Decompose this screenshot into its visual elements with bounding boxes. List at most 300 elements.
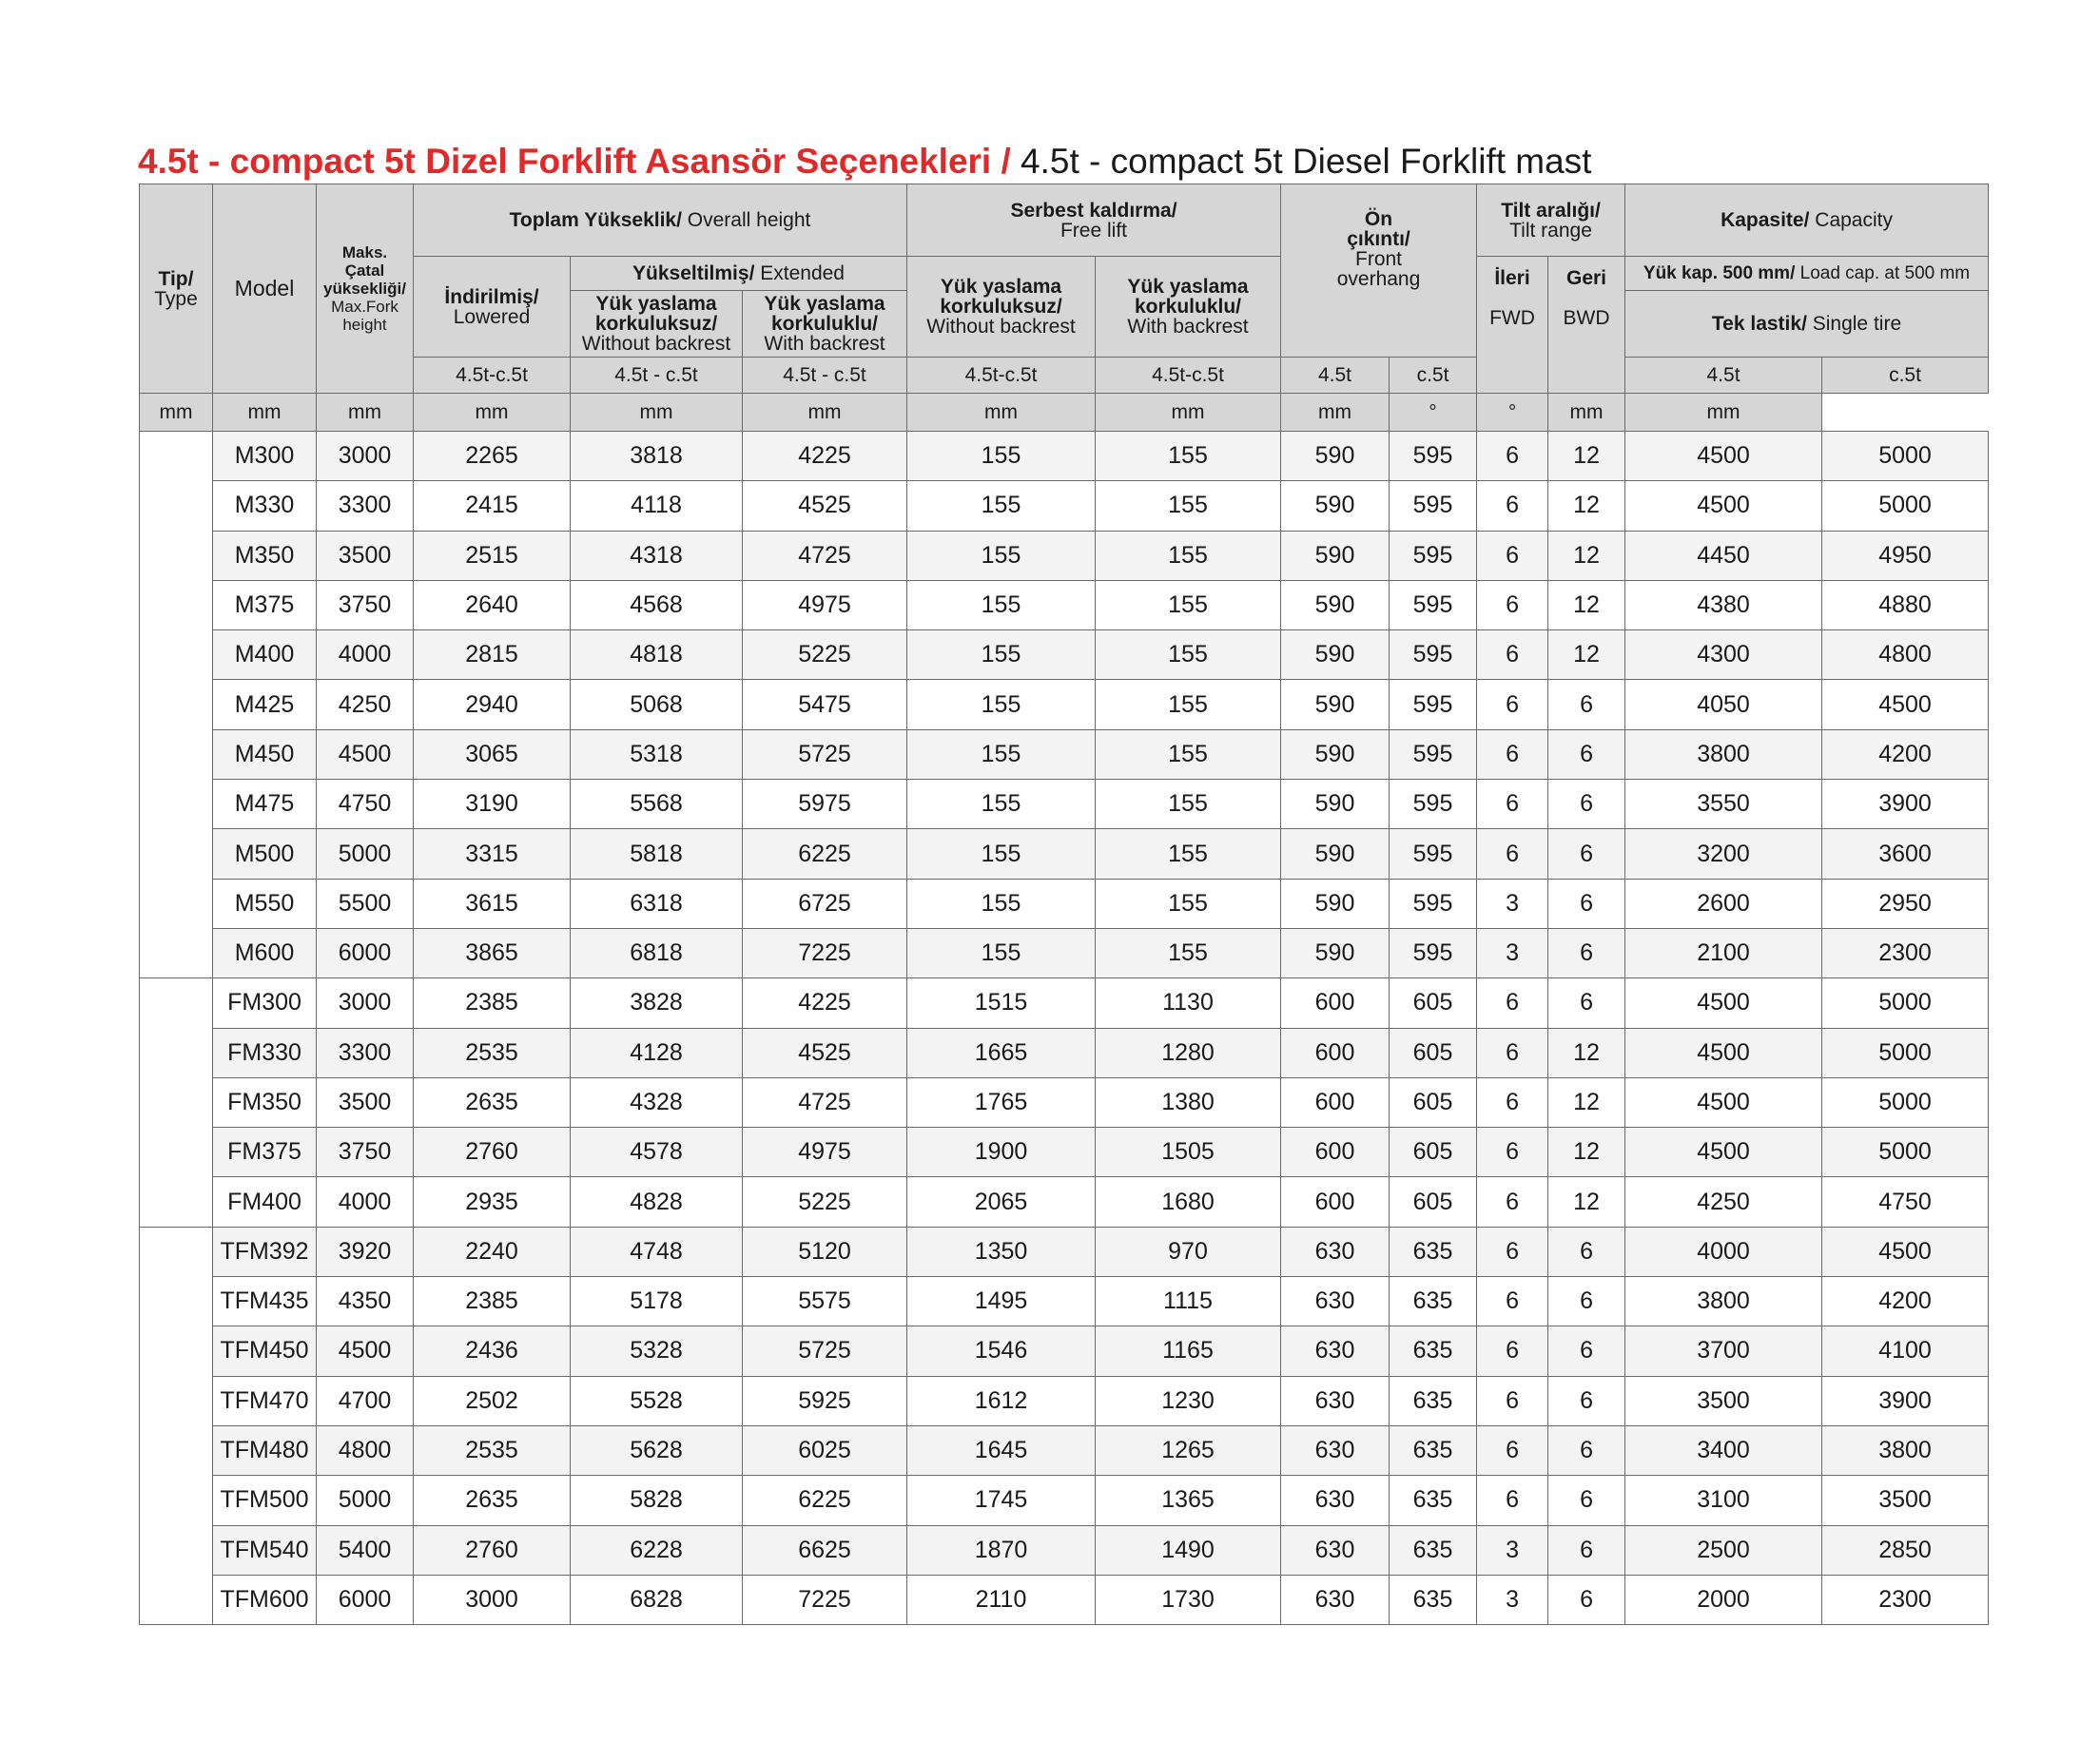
value-cell: 600 [1281, 1177, 1390, 1227]
table-row [140, 481, 1989, 531]
unit-cell: mm [213, 394, 317, 432]
value-cell: 4975 [743, 580, 907, 629]
table-row [140, 432, 1989, 481]
value-cell: 605 [1390, 1028, 1477, 1077]
value-cell: 2385 [414, 1277, 571, 1326]
value-cell: 6 [1477, 580, 1548, 629]
value-cell: 5000 [317, 829, 414, 879]
sub-capacity-c5: c.5t [1822, 358, 1989, 394]
value-cell: 4500 [1625, 978, 1822, 1028]
value-cell: 4750 [317, 780, 414, 829]
value-cell: 6 [1477, 481, 1548, 531]
value-cell: 12 [1548, 1028, 1625, 1077]
value-cell: 6 [1548, 978, 1625, 1028]
value-cell: 4975 [743, 1128, 907, 1177]
value-cell: 2635 [414, 1476, 571, 1525]
model-cell: M475 [213, 780, 317, 829]
value-cell: 155 [1096, 630, 1281, 680]
value-cell: 4880 [1822, 580, 1989, 629]
value-cell: 595 [1390, 928, 1477, 977]
value-cell: 2385 [414, 978, 571, 1028]
value-cell: 635 [1390, 1476, 1477, 1525]
value-cell: 595 [1390, 481, 1477, 531]
unit-degree: ° [1390, 394, 1477, 432]
value-cell: 4500 [1822, 680, 1989, 729]
value-cell: 6 [1548, 1326, 1625, 1376]
value-cell: 3 [1477, 1575, 1548, 1624]
value-cell: 1165 [1096, 1326, 1281, 1376]
value-cell: 3500 [1822, 1476, 1989, 1525]
value-cell: 3 [1477, 928, 1548, 977]
value-cell: 6 [1477, 1476, 1548, 1525]
value-cell: 5000 [317, 1476, 414, 1525]
value-cell: 595 [1390, 780, 1477, 829]
value-cell: 6 [1548, 1476, 1625, 1525]
value-cell: 600 [1281, 1077, 1390, 1127]
value-cell: 4500 [317, 729, 414, 779]
value-cell: 2065 [907, 1177, 1096, 1227]
header-model: Model [213, 184, 317, 394]
value-cell: 605 [1390, 978, 1477, 1028]
table-row [140, 1476, 1989, 1525]
sub-capacity-45: 4.5t [1625, 358, 1822, 394]
value-cell: 4000 [317, 630, 414, 680]
table-row [140, 580, 1989, 629]
value-cell: 595 [1390, 432, 1477, 481]
value-cell: 3818 [571, 432, 743, 481]
value-cell: 1365 [1096, 1476, 1281, 1525]
value-cell: 5828 [571, 1476, 743, 1525]
value-cell: 155 [907, 531, 1096, 580]
header-freelift-without-backrest: Yük yaslama korkuluksuz/ Without backrest [907, 257, 1096, 358]
value-cell: 6 [1477, 1028, 1548, 1077]
value-cell: 3300 [317, 1028, 414, 1077]
value-cell: 2436 [414, 1326, 571, 1376]
value-cell: 595 [1390, 531, 1477, 580]
sub-freelift-without: 4.5t-c.5t [907, 358, 1096, 394]
value-cell: 3 [1477, 1525, 1548, 1575]
value-cell: 5000 [1822, 1077, 1989, 1127]
value-cell: 3865 [414, 928, 571, 977]
header-free-lift: Serbest kaldırma/ Free lift [907, 184, 1281, 257]
value-cell: 1505 [1096, 1128, 1281, 1177]
value-cell: 3500 [317, 531, 414, 580]
value-cell: 155 [907, 928, 1096, 977]
model-cell: M330 [213, 481, 317, 531]
header-fwd: İleri FWD [1477, 257, 1548, 394]
value-cell: 3920 [317, 1227, 414, 1276]
value-cell: 1130 [1096, 978, 1281, 1028]
value-cell: 590 [1281, 928, 1390, 977]
value-cell: 5120 [743, 1227, 907, 1276]
table-row [140, 1376, 1989, 1425]
unit-cell: mm [317, 394, 414, 432]
value-cell: 12 [1548, 531, 1625, 580]
value-cell: 5500 [317, 879, 414, 928]
unit-degree: ° [1477, 394, 1548, 432]
value-cell: 4100 [1822, 1326, 1989, 1376]
value-cell: 595 [1390, 680, 1477, 729]
value-cell: 3200 [1625, 829, 1822, 879]
value-cell: 1490 [1096, 1525, 1281, 1575]
model-cell: FM300 [213, 978, 317, 1028]
value-cell: 2600 [1625, 879, 1822, 928]
value-cell: 635 [1390, 1425, 1477, 1475]
header-extended-with-backrest: Yük yaslama korkuluklu/ With backrest [743, 291, 907, 358]
value-cell: 4450 [1625, 531, 1822, 580]
value-cell: 1765 [907, 1077, 1096, 1127]
unit-cell: mm [1548, 394, 1625, 432]
model-cell: FM350 [213, 1077, 317, 1127]
value-cell: 12 [1548, 481, 1625, 531]
model-cell: M600 [213, 928, 317, 977]
model-cell: FM375 [213, 1128, 317, 1177]
value-cell: 590 [1281, 729, 1390, 779]
value-cell: 635 [1390, 1376, 1477, 1425]
model-cell: TFM480 [213, 1425, 317, 1475]
value-cell: 6318 [571, 879, 743, 928]
value-cell: 600 [1281, 1128, 1390, 1177]
value-cell: 2940 [414, 680, 571, 729]
table-row [140, 1575, 1989, 1624]
table-row [140, 780, 1989, 829]
value-cell: 1515 [907, 978, 1096, 1028]
unit-cell: mm [414, 394, 571, 432]
value-cell: 630 [1281, 1575, 1390, 1624]
value-cell: 155 [907, 729, 1096, 779]
table-row [140, 630, 1989, 680]
model-cell: TFM392 [213, 1227, 317, 1276]
value-cell: 5925 [743, 1376, 907, 1425]
value-cell: 1745 [907, 1476, 1096, 1525]
value-cell: 155 [1096, 780, 1281, 829]
value-cell: 3550 [1625, 780, 1822, 829]
mast-type-label [140, 432, 213, 978]
value-cell: 630 [1281, 1326, 1390, 1376]
value-cell: 6 [1477, 630, 1548, 680]
value-cell: 6 [1477, 829, 1548, 879]
value-cell: 605 [1390, 1077, 1477, 1127]
value-cell: 4725 [743, 531, 907, 580]
value-cell: 6 [1548, 1277, 1625, 1326]
sub-lowered: 4.5t-c.5t [414, 358, 571, 394]
value-cell: 3500 [317, 1077, 414, 1127]
value-cell: 630 [1281, 1476, 1390, 1525]
value-cell: 5225 [743, 1177, 907, 1227]
table-row [140, 1525, 1989, 1575]
value-cell: 6 [1548, 680, 1625, 729]
value-cell: 4800 [317, 1425, 414, 1475]
value-cell: 4050 [1625, 680, 1822, 729]
unit-cell: mm [1625, 394, 1822, 432]
value-cell: 6 [1477, 1227, 1548, 1276]
value-cell: 3000 [414, 1575, 571, 1624]
value-cell: 1115 [1096, 1277, 1281, 1326]
value-cell: 4500 [1822, 1227, 1989, 1276]
value-cell: 6 [1477, 780, 1548, 829]
value-cell: 3190 [414, 780, 571, 829]
value-cell: 6818 [571, 928, 743, 977]
value-cell: 4118 [571, 481, 743, 531]
value-cell: 1350 [907, 1227, 1096, 1276]
value-cell: 155 [907, 630, 1096, 680]
value-cell: 6000 [317, 1575, 414, 1624]
table-row [140, 829, 1989, 879]
value-cell: 6225 [743, 1476, 907, 1525]
value-cell: 2515 [414, 531, 571, 580]
value-cell: 590 [1281, 432, 1390, 481]
value-cell: 2415 [414, 481, 571, 531]
sub-extended-with: 4.5t - c.5t [743, 358, 907, 394]
value-cell: 2935 [414, 1177, 571, 1227]
unit-cell: mm [1096, 394, 1281, 432]
value-cell: 4500 [1625, 1128, 1822, 1177]
value-cell: 155 [1096, 432, 1281, 481]
title-english: 4.5t - compact 5t Diesel Forklift mast [1010, 142, 1592, 181]
value-cell: 595 [1390, 580, 1477, 629]
value-cell: 155 [1096, 879, 1281, 928]
value-cell: 6 [1477, 1425, 1548, 1475]
value-cell: 630 [1281, 1227, 1390, 1276]
value-cell: 4748 [571, 1227, 743, 1276]
value-cell: 6 [1477, 1177, 1548, 1227]
value-cell: 3065 [414, 729, 571, 779]
value-cell: 5528 [571, 1376, 743, 1425]
header-capacity: Kapasite/ Capacity [1625, 184, 1989, 257]
unit-cell: mm [907, 394, 1096, 432]
model-cell: TFM435 [213, 1277, 317, 1326]
mast-type-label [140, 1227, 213, 1624]
value-cell: 3 [1477, 879, 1548, 928]
header-max-fork-height: Maks. Çatal yüksekliği/ Max.Fork height [317, 184, 414, 394]
sub-overhang-45: 4.5t [1281, 358, 1390, 394]
value-cell: 1280 [1096, 1028, 1281, 1077]
value-cell: 6 [1548, 928, 1625, 977]
value-cell: 2760 [414, 1128, 571, 1177]
table-row [140, 1277, 1989, 1326]
table-row [140, 1128, 1989, 1177]
value-cell: 4000 [317, 1177, 414, 1227]
value-cell: 6 [1477, 729, 1548, 779]
model-cell: M550 [213, 879, 317, 928]
value-cell: 2265 [414, 432, 571, 481]
value-cell: 2100 [1625, 928, 1822, 977]
value-cell: 5225 [743, 630, 907, 680]
value-cell: 3300 [317, 481, 414, 531]
value-cell: 2815 [414, 630, 571, 680]
value-cell: 600 [1281, 978, 1390, 1028]
table-row [140, 680, 1989, 729]
value-cell: 5068 [571, 680, 743, 729]
value-cell: 630 [1281, 1525, 1390, 1575]
value-cell: 5000 [1822, 481, 1989, 531]
value-cell: 4568 [571, 580, 743, 629]
value-cell: 590 [1281, 531, 1390, 580]
unit-cell: mm [1281, 394, 1390, 432]
value-cell: 6 [1548, 780, 1625, 829]
value-cell: 155 [1096, 680, 1281, 729]
value-cell: 3400 [1625, 1425, 1822, 1475]
model-cell: FM400 [213, 1177, 317, 1227]
header-single-tire: Tek lastik/ Single tire [1625, 291, 1989, 358]
value-cell: 3900 [1822, 1376, 1989, 1425]
header-overall-height: Toplam Yükseklik/ Overall height [414, 184, 907, 257]
value-cell: 6 [1548, 1525, 1625, 1575]
value-cell: 155 [907, 432, 1096, 481]
value-cell: 6225 [743, 829, 907, 879]
value-cell: 4800 [1822, 630, 1989, 680]
value-cell: 12 [1548, 1128, 1625, 1177]
value-cell: 635 [1390, 1575, 1477, 1624]
value-cell: 6828 [571, 1575, 743, 1624]
value-cell: 5000 [1822, 978, 1989, 1028]
value-cell: 155 [1096, 829, 1281, 879]
value-cell: 2300 [1822, 1575, 1989, 1624]
model-cell: M350 [213, 531, 317, 580]
value-cell: 4578 [571, 1128, 743, 1177]
table-row [140, 879, 1989, 928]
value-cell: 595 [1390, 879, 1477, 928]
value-cell: 595 [1390, 729, 1477, 779]
table-row [140, 1227, 1989, 1276]
header-tilt-range: Tilt aralığı/ Tilt range [1477, 184, 1625, 257]
model-cell: M450 [213, 729, 317, 779]
value-cell: 590 [1281, 879, 1390, 928]
value-cell: 1546 [907, 1326, 1096, 1376]
table-row [140, 1177, 1989, 1227]
value-cell: 635 [1390, 1525, 1477, 1575]
value-cell: 6 [1477, 432, 1548, 481]
value-cell: 155 [1096, 531, 1281, 580]
model-cell: TFM470 [213, 1376, 317, 1425]
value-cell: 12 [1548, 1177, 1625, 1227]
header-bwd: Geri BWD [1548, 257, 1625, 394]
value-cell: 5818 [571, 829, 743, 879]
value-cell: 2760 [414, 1525, 571, 1575]
table-body [140, 432, 1989, 1625]
value-cell: 2850 [1822, 1525, 1989, 1575]
value-cell: 12 [1548, 432, 1625, 481]
value-cell: 1645 [907, 1425, 1096, 1475]
value-cell: 1612 [907, 1376, 1096, 1425]
model-cell: FM330 [213, 1028, 317, 1077]
value-cell: 2635 [414, 1077, 571, 1127]
value-cell: 5475 [743, 680, 907, 729]
value-cell: 2300 [1822, 928, 1989, 977]
value-cell: 3000 [317, 432, 414, 481]
value-cell: 4250 [317, 680, 414, 729]
value-cell: 5725 [743, 1326, 907, 1376]
value-cell: 5000 [1822, 432, 1989, 481]
value-cell: 5178 [571, 1277, 743, 1326]
value-cell: 3315 [414, 829, 571, 879]
value-cell: 6 [1548, 1376, 1625, 1425]
value-cell: 4225 [743, 978, 907, 1028]
value-cell: 2950 [1822, 879, 1989, 928]
header-type: Tip/ Type [140, 184, 213, 394]
value-cell: 595 [1390, 630, 1477, 680]
value-cell: 5575 [743, 1277, 907, 1326]
model-cell: TFM450 [213, 1326, 317, 1376]
value-cell: 1665 [907, 1028, 1096, 1077]
value-cell: 155 [1096, 729, 1281, 779]
value-cell: 2240 [414, 1227, 571, 1276]
model-cell: TFM500 [213, 1476, 317, 1525]
value-cell: 3615 [414, 879, 571, 928]
value-cell: 12 [1548, 1077, 1625, 1127]
value-cell: 3800 [1625, 729, 1822, 779]
value-cell: 590 [1281, 580, 1390, 629]
value-cell: 4225 [743, 432, 907, 481]
value-cell: 3800 [1822, 1425, 1989, 1475]
value-cell: 6025 [743, 1425, 907, 1475]
value-cell: 4725 [743, 1077, 907, 1127]
unit-cell: mm [571, 394, 743, 432]
value-cell: 155 [1096, 580, 1281, 629]
value-cell: 3750 [317, 1128, 414, 1177]
value-cell: 2535 [414, 1425, 571, 1475]
model-cell: M300 [213, 432, 317, 481]
value-cell: 4200 [1822, 1277, 1989, 1326]
model-cell: M425 [213, 680, 317, 729]
table-row [140, 928, 1989, 977]
value-cell: 6 [1477, 531, 1548, 580]
value-cell: 6 [1477, 1077, 1548, 1127]
value-cell: 4328 [571, 1077, 743, 1127]
sub-extended-without: 4.5t - c.5t [571, 358, 743, 394]
value-cell: 7225 [743, 928, 907, 977]
value-cell: 4200 [1822, 729, 1989, 779]
value-cell: 635 [1390, 1326, 1477, 1376]
value-cell: 6 [1548, 729, 1625, 779]
table-row [140, 978, 1989, 1028]
value-cell: 155 [1096, 481, 1281, 531]
model-cell: TFM540 [213, 1525, 317, 1575]
value-cell: 5568 [571, 780, 743, 829]
value-cell: 3100 [1625, 1476, 1822, 1525]
value-cell: 4000 [1625, 1227, 1822, 1276]
value-cell: 630 [1281, 1277, 1390, 1326]
value-cell: 605 [1390, 1177, 1477, 1227]
table-row [140, 531, 1989, 580]
table-row [140, 1326, 1989, 1376]
value-cell: 1870 [907, 1525, 1096, 1575]
value-cell: 590 [1281, 680, 1390, 729]
value-cell: 4380 [1625, 580, 1822, 629]
value-cell: 4318 [571, 531, 743, 580]
table-row [140, 1077, 1989, 1127]
value-cell: 590 [1281, 829, 1390, 879]
value-cell: 590 [1281, 630, 1390, 680]
value-cell: 4250 [1625, 1177, 1822, 1227]
sub-overhang-c5: c.5t [1390, 358, 1477, 394]
value-cell: 3800 [1625, 1277, 1822, 1326]
value-cell: 595 [1390, 829, 1477, 879]
value-cell: 4500 [1625, 1028, 1822, 1077]
value-cell: 4500 [1625, 481, 1822, 531]
title-turkish: 4.5t - compact 5t Dizel Forklift Asansör Seçenekleri / [138, 142, 1011, 181]
value-cell: 630 [1281, 1376, 1390, 1425]
value-cell: 5400 [317, 1525, 414, 1575]
value-cell: 12 [1548, 580, 1625, 629]
header-front-overhang: Ön çıkıntı/ Front overhang [1281, 184, 1477, 358]
value-cell: 4300 [1625, 630, 1822, 680]
value-cell: 12 [1548, 630, 1625, 680]
value-cell: 4950 [1822, 531, 1989, 580]
header-load-capacity: Yük kap. 500 mm/ Load cap. at 500 mm [1625, 257, 1989, 291]
value-cell: 5328 [571, 1326, 743, 1376]
value-cell: 4700 [317, 1376, 414, 1425]
